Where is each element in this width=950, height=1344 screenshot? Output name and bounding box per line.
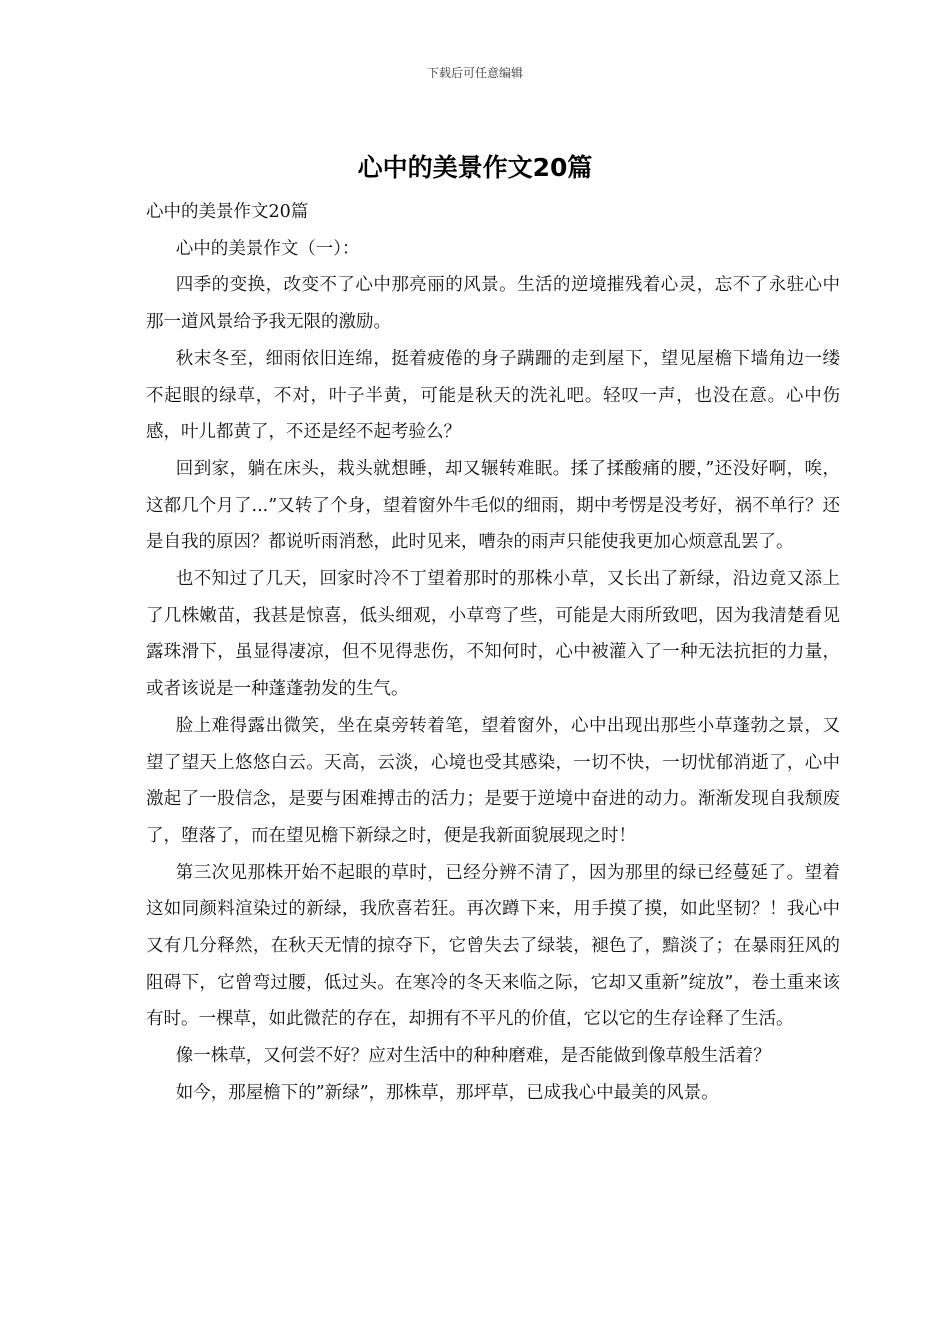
paragraph: 像一株草，又何尝不好？应对生活中的种种磨难，是否能做到像草般生活着？ xyxy=(175,1046,771,1067)
paragraph: 如今，那屋檐下的”新绿”，那株草，那坪草，已成我心中最美的风景。 xyxy=(175,1082,719,1103)
paragraph: 秋末冬至，细雨依旧连绵，挺着疲倦的身子蹒跚的走到屋下，望见屋檐下墙角边一缕不起眼的绿草，不对，叶子半黄，可能是秋天的洗礼吧。轻叹一声，也没在意。心中伤感，叶儿都黄了，不还是经不起考验么？ xyxy=(146,348,840,443)
paragraph: 第三次见那株开始不起眼的草时，已经分辨不清了，因为那里的绿已经蔓延了。望着这如同颜料渲染过的新绿，我欣喜若狂。再次蹲下来，用手摸了摸，如此坚韧？！我心中又有几分释然，在秋天无情的掠夺下，它曾失去了绿装，褪色了，黯淡了；在暴雨狂风的阻碍下，它曾弯过腰，低过头。在寒冷的冬天来临之际，它却又重新”绽放”，卷土重来该有时。一棵草，如此微茫的存在，却拥有不平凡的价值，它以它的生存诠释了生活。 xyxy=(146,862,840,1030)
paragraph: 回到家，躺在床头，栽头就想睡，却又辗转难眠。揉了揉酸痛的腰，”还没好啊，唉，这都几个月了...”又转了个身，望着窗外牛毛似的细雨，期中考愣是没考好，祸不单行？还是自我的原因？都说听雨消愁，此时见来，嘈杂的雨声只能使我更加心烦意乱罢了。 xyxy=(146,458,840,553)
document-subtitle: 心中的美景作文20篇 xyxy=(146,202,309,222)
paragraph: 脸上难得露出微笑，坐在桌旁转着笔，望着窗外，心中出现出那些小草蓬勃之景，又望了望天上悠悠白云。天高，云淡，心境也受其感染，一切不快，一切忧郁消逝了，心中激起了一股信念，是要与困难搏击的活力；是要于逆境中奋进的动力。渐渐发现自我颓废了，堕落了，而在望见檐下新绿之时，便是我新面貌展现之时！ xyxy=(146,715,840,846)
paragraph: 四季的变换，改变不了心中那亮丽的风景。生活的逆境摧残着心灵，忘不了永驻心中那一道风景给予我无限的激励。 xyxy=(146,275,840,333)
paragraph: 也不知过了几天，回家时冷不丁望着那时的那株小草，又长出了新绿，沿边竟又添上了几株嫩苗，我甚是惊喜，低头细观，小草弯了些，可能是大雨所致吧，因为我清楚看见露珠滑下，虽显得凄凉，但不见得悲伤，不知何时，心中被灌入了一种无法抗拒的力量，或者该说是一种蓬蓬勃发的生气。 xyxy=(146,569,840,700)
document-title: 心中的美景作文20篇 xyxy=(357,153,593,182)
header-note: 下载后可任意编辑 xyxy=(426,66,523,80)
paragraph: 心中的美景作文（一）： xyxy=(175,238,360,259)
document-body xyxy=(146,194,840,1112)
